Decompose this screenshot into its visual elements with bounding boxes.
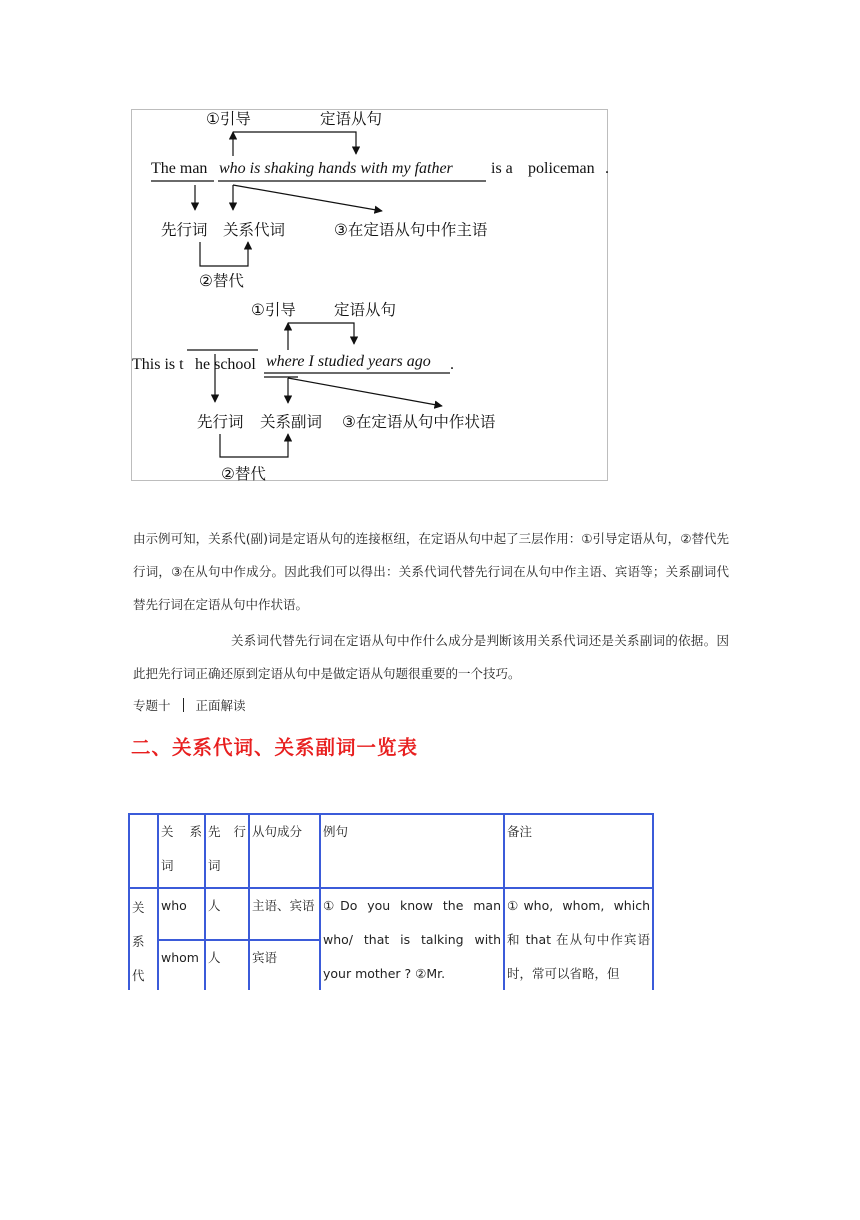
ex1-tail: policeman <box>528 160 595 177</box>
crumb-topic: 专题十 <box>133 698 171 713</box>
ex2-function-label: ③在定语从句中作状语 <box>342 413 496 431</box>
table-row <box>129 888 653 940</box>
header-relative-word: 关 系 词 <box>158 814 205 888</box>
ex2-clause-label: 定语从句 <box>334 301 397 319</box>
antecedent-cell: 人 <box>205 940 249 1030</box>
ex1-replace-bracket <box>200 242 248 266</box>
ex1-clause-label: 定语从句 <box>320 110 383 128</box>
ex2-main-prefix: This is t <box>132 356 184 373</box>
ex1-antecedent-label: 先行词 <box>161 221 208 239</box>
role-cell: 主语、宾语 <box>249 888 320 940</box>
header-blank <box>129 814 158 888</box>
section-crumb <box>133 694 246 718</box>
sentence-diagram-figure <box>131 109 608 481</box>
header-example: 例句 <box>320 814 504 888</box>
ex2-replace-label: ②替代 <box>221 465 266 482</box>
ex1-lead-label: ①引导 <box>206 110 251 128</box>
ex2-clause-bracket <box>288 323 354 344</box>
ex1-replace-label: ②替代 <box>199 272 244 290</box>
example-cell: ①Do you know the man who/ that is talking with your mother ? ②Mr. <box>320 888 504 1030</box>
section-heading: 二、关系代词、关系副词一览表 <box>131 736 419 759</box>
ex1-clause-bracket <box>233 132 356 154</box>
crumb-subtitle: 正面解读 <box>195 698 246 713</box>
ex2-clause-text: where I studied years ago <box>266 353 431 370</box>
antecedent-cell: 人 <box>205 888 249 940</box>
header-note: 备注 <box>504 814 653 888</box>
ex1-relative-label: 关系代词 <box>223 221 286 239</box>
ex1-function-label: ③在定语从句中作主语 <box>334 221 488 239</box>
ex2-period: . <box>450 356 454 373</box>
ex2-lead-label: ①引导 <box>251 301 296 319</box>
ex1-function-arrow <box>233 185 382 211</box>
ex2-antecedent-label: 先行词 <box>197 413 244 431</box>
group-label-cell: 关 系 代 <box>129 888 158 1030</box>
ex1-clause-text: who is shaking hands with my father <box>219 160 453 177</box>
diagram-canvas <box>132 110 609 482</box>
tip-paragraph: 关系词代替先行词在定语从句中作什么成分是判断该用关系代词还是关系副词的依据。因此把先行词正确还原到定语从句中是做定语从句题很重要的一个技巧。 <box>133 633 729 681</box>
crumb-divider <box>183 698 184 712</box>
ex1-period: . <box>605 160 609 177</box>
word-cell: who <box>158 888 205 940</box>
ex2-function-arrow <box>288 378 442 406</box>
explanation-paragraph: 由示例可知，关系代(副)词是定语从句的连接枢纽，在定语从句中起了三层作用：①引导定语从句，②替代先行词，③在从句中作成分。因此我们可以得出：关系代词代替先行词在从句中作主语、宾语等；关系副词代替先行词在定语从句中作状语。 <box>133 531 729 612</box>
role-cell: 宾语 <box>249 940 320 1030</box>
header-antecedent: 先 行 词 <box>205 814 249 888</box>
page-cutoff <box>120 990 680 1220</box>
ex2-replace-bracket <box>220 434 288 457</box>
note-cell: ①who, whom, which 和 that 在从句中作宾语时，常可以省略，但 <box>504 888 653 1030</box>
ex2-main-subject: he school <box>195 356 256 373</box>
header-clause-role: 从句成分 <box>249 814 320 888</box>
ex1-verb: is a <box>491 160 513 177</box>
word-cell: whom <box>158 940 205 1030</box>
table-header-row <box>129 814 653 888</box>
ex2-relative-label: 关系副词 <box>260 413 323 431</box>
ex1-main-subject: The man <box>151 160 208 177</box>
